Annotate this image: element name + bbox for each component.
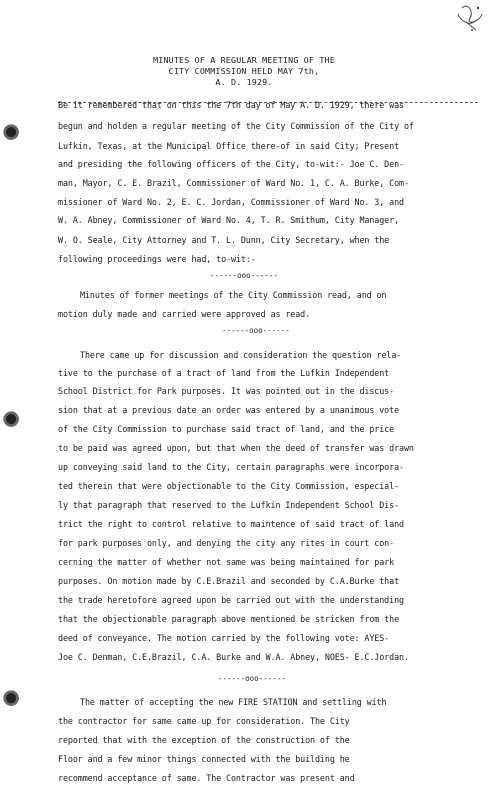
title-line-1: MINUTES OF A REGULAR MEETING OF THE <box>153 55 335 65</box>
margin-scribble-icon <box>448 0 488 40</box>
paragraph-3-line: deed of conveyance. The motion carried by the following vote: AYES- <box>58 633 390 643</box>
paragraph-1-line: W. A. Abney, Commissioner of Ward No. 4, T. R. Smithum, City Manager, <box>58 215 400 225</box>
paragraph-3-line: ly that paragraph that reserved to the Lufkin Independent School Dis- <box>58 500 400 510</box>
paragraph-1-line: and presiding the following officers of the City, to-wit:- Joe C. Den- <box>58 159 404 169</box>
paragraph-3-line: that the objectionable paragraph above mentioned be stricken from the <box>58 614 400 624</box>
paragraph-4-line: the contractor for same came up for consideration. The City <box>58 716 350 726</box>
paragraph-4-line: Floor and a few minor things connected with the building he <box>58 754 350 764</box>
paragraph-3-line: of the City Commission to purchase said tract of land, and the price <box>58 424 395 434</box>
paragraph-3-line: School District for Park purposes. It was pointed out in the discus- <box>58 386 395 396</box>
paragraph-2-line: Minutes of former meetings of the City Commission read, and on <box>80 290 387 300</box>
title-line-3: A. D. 1929. <box>215 77 273 87</box>
paragraph-3-line: up conveying said land to the City, certain paragraphs were incorpora- <box>58 462 404 472</box>
paragraph-3-line: trict the right to control relative to maintence of said tract of land <box>58 519 404 529</box>
paragraph-1-line: W. O. Seale, City Attorney and T. L. Dunn, City Secretary, when the <box>58 235 390 245</box>
paragraph-3-line: tive to the purchase of a tract of land from the Lufkin Independent <box>58 368 390 378</box>
paragraph-3-line: Joe C. Denman, C.E.Brazil, C.A. Burke and W.A. Abney, NOES- E.C.Jordan. <box>58 652 409 662</box>
paragraph-4-line: The matter of accepting the new FIRE STATION and settling with <box>80 697 387 707</box>
paragraph-3-line: for park purposes only, and denying the city any rites in court con- <box>58 538 395 548</box>
paragraph-1-line: begun and holden a regular meeting of the City Commission of the City of <box>58 121 414 131</box>
punch-hole-icon <box>3 411 21 429</box>
separator: ------ooo------ <box>222 326 290 335</box>
paragraph-3-line: to be paid was agreed upon, but that when the deed of transfer was drawn <box>58 443 414 453</box>
paragraph-4-line: reported that with the exception of the construction of the <box>58 735 350 745</box>
paragraph-1-line: missioner of Ward No. 2, E. C. Jordan, Commissioner of Ward No. 3, and <box>58 197 404 207</box>
punch-hole-icon <box>3 690 21 708</box>
paragraph-3-line: There came up for discussion and consideration the question rela- <box>80 350 402 360</box>
separator: ------ooo------ <box>218 674 286 683</box>
paragraph-3-line: purposes. On motion made by C.E.Brazil and seconded by C.A.Burke that <box>58 576 400 586</box>
paragraph-1-line: Lufkin, Texas, at the Municipal Office there-of in said City; Present <box>58 141 400 151</box>
punch-hole-icon <box>3 124 21 142</box>
paragraph-1-line: following proceedings were had, to-wit:- <box>58 254 256 264</box>
paragraph-2-line: motion duly made and carried were approved as read. <box>58 309 311 319</box>
paragraph-3-line: cerning the matter of whether not same was being maintained for park <box>58 557 395 567</box>
paragraph-3-line: ted therein that were objectionable to the City Commission, especial- <box>58 481 400 491</box>
paragraph-1-line: Be it remembered that on this the 7th day of May A. D. 1929, there was <box>58 100 404 110</box>
paragraph-1-line: man, Mayor, C. E. Brazil, Commissioner of Ward No. 1, C. A. Burke, Com- <box>58 178 409 188</box>
paragraph-3-line: sion that at a previous date an order was entered by a unanimous vote <box>58 405 400 415</box>
title-line-2: CITY COMMISSION HELD MAY 7th, <box>168 66 320 76</box>
separator: ------ooo------ <box>210 271 278 280</box>
paragraph-3-line: the trade heretofore agreed upon be carried out with the understanding <box>58 595 404 605</box>
paragraph-4-line: recommend acceptance of same. The Contractor was present and <box>58 773 355 783</box>
